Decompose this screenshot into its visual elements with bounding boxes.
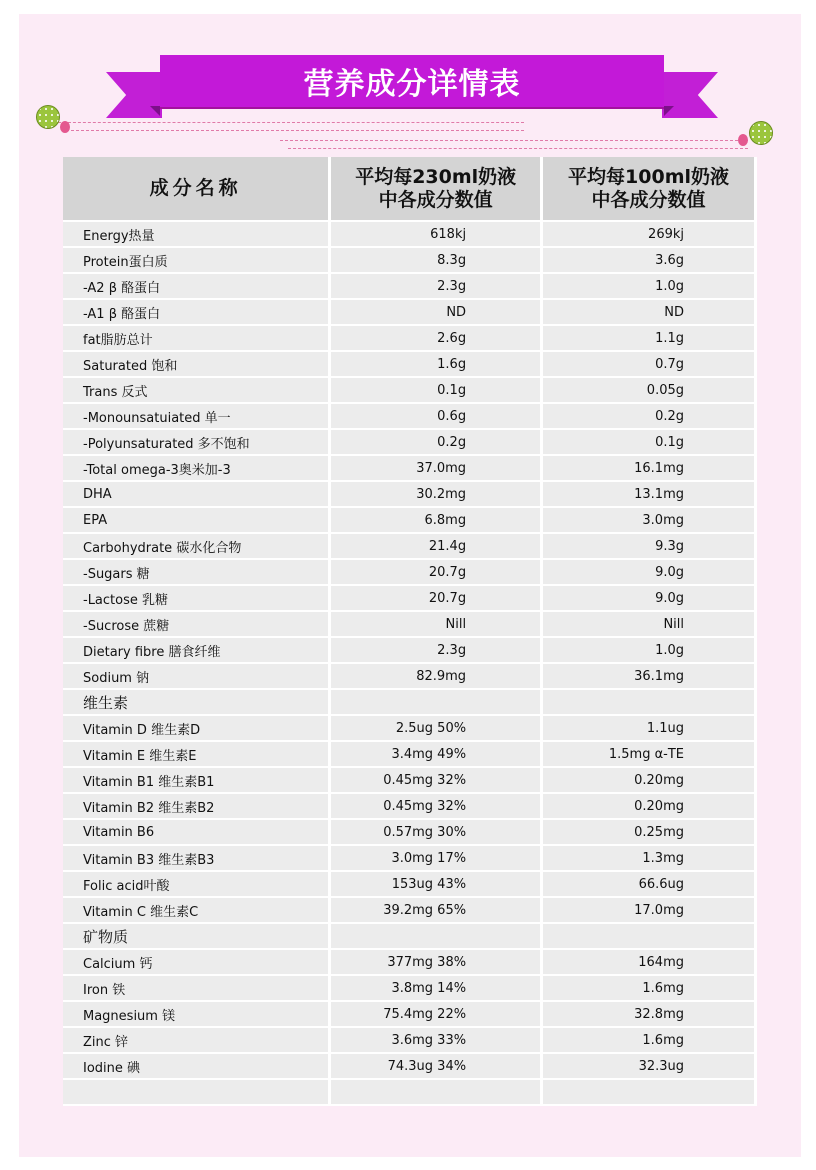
value-per-230ml xyxy=(331,1080,543,1106)
nutrient-name: Carbohydrate 碳水化合物 xyxy=(63,534,331,560)
value-per-100ml: 0.20mg xyxy=(543,794,757,820)
nutrient-name: Vitamin B1 维生素B1 xyxy=(63,768,331,794)
table-row xyxy=(63,820,757,846)
value-per-100ml: 1.3mg xyxy=(543,846,757,872)
value-per-100ml: 32.8mg xyxy=(543,1002,757,1028)
column-header-per230-line1: 平均每230ml奶液 xyxy=(355,165,517,188)
value-per-100ml xyxy=(543,690,757,716)
table-row xyxy=(63,638,757,664)
decorative-dashed-line xyxy=(66,130,524,131)
value-per-230ml: 0.45mg 32% xyxy=(331,768,543,794)
nutrient-name: Protein蛋白质 xyxy=(63,248,331,274)
nutrient-name: DHA xyxy=(63,482,331,508)
value-per-100ml: 1.0g xyxy=(543,638,757,664)
value-per-100ml: 0.2g xyxy=(543,404,757,430)
table-row xyxy=(63,872,757,898)
value-per-230ml: 3.0mg 17% xyxy=(331,846,543,872)
value-per-100ml xyxy=(543,924,757,950)
nutrient-name: Zinc 锌 xyxy=(63,1028,331,1054)
nutrient-name: Energy热量 xyxy=(63,222,331,248)
nutrient-name: Vitamin E 维生素E xyxy=(63,742,331,768)
value-per-100ml: 36.1mg xyxy=(543,664,757,690)
value-per-100ml: Nill xyxy=(543,612,757,638)
value-per-100ml: 1.1g xyxy=(543,326,757,352)
value-per-230ml: 2.6g xyxy=(331,326,543,352)
value-per-100ml: 66.6ug xyxy=(543,872,757,898)
nutrient-name: Iron 铁 xyxy=(63,976,331,1002)
value-per-230ml: 75.4mg 22% xyxy=(331,1002,543,1028)
table-row xyxy=(63,248,757,274)
value-per-230ml: 39.2mg 65% xyxy=(331,898,543,924)
value-per-100ml: 0.7g xyxy=(543,352,757,378)
nutrient-name: Folic acid叶酸 xyxy=(63,872,331,898)
value-per-100ml: 0.05g xyxy=(543,378,757,404)
nutrient-name: -Sucrose 蔗糖 xyxy=(63,612,331,638)
table-row xyxy=(63,924,757,950)
column-header-per230-line2: 中各成分数值 xyxy=(378,188,493,211)
value-per-100ml: 1.1ug xyxy=(543,716,757,742)
decorative-dashed-line xyxy=(280,140,748,141)
value-per-100ml: 32.3ug xyxy=(543,1054,757,1080)
decorative-dashed-line xyxy=(288,148,748,149)
pink-bead-icon xyxy=(738,134,748,146)
table-row xyxy=(63,352,757,378)
table-row xyxy=(63,300,757,326)
value-per-100ml: 3.0mg xyxy=(543,508,757,534)
value-per-100ml: 0.1g xyxy=(543,430,757,456)
table-row xyxy=(63,482,757,508)
value-per-100ml: 1.6mg xyxy=(543,976,757,1002)
nutrient-name xyxy=(63,1080,331,1106)
ribbon-left-fold xyxy=(150,106,160,116)
nutrient-name: -Sugars 糖 xyxy=(63,560,331,586)
value-per-100ml: 164mg xyxy=(543,950,757,976)
value-per-100ml xyxy=(543,1080,757,1106)
value-per-230ml: 8.3g xyxy=(331,248,543,274)
value-per-230ml: 82.9mg xyxy=(331,664,543,690)
value-per-230ml: 3.4mg 49% xyxy=(331,742,543,768)
decorative-dashed-line xyxy=(58,122,524,123)
table-row xyxy=(63,690,757,716)
value-per-230ml: 2.5ug 50% xyxy=(331,716,543,742)
column-header-name: 成分名称 xyxy=(63,157,331,222)
nutrient-name: Dietary fibre 膳食纤维 xyxy=(63,638,331,664)
nutrient-name: -A2 β 酪蛋白 xyxy=(63,274,331,300)
table-row xyxy=(63,716,757,742)
nutrient-name: -Total omega-3奥米加-3 xyxy=(63,456,331,482)
value-per-100ml: 0.25mg xyxy=(543,820,757,846)
column-header-per100 xyxy=(543,157,757,222)
value-per-100ml: 13.1mg xyxy=(543,482,757,508)
table-row xyxy=(63,456,757,482)
polka-dot-ball-icon xyxy=(36,105,60,129)
value-per-100ml: 269kj xyxy=(543,222,757,248)
nutrient-name: -A1 β 酪蛋白 xyxy=(63,300,331,326)
value-per-230ml: 3.8mg 14% xyxy=(331,976,543,1002)
ribbon-right-fold xyxy=(664,106,674,116)
table-row xyxy=(63,560,757,586)
polka-dot-ball-icon xyxy=(749,121,773,145)
table-row xyxy=(63,612,757,638)
value-per-230ml xyxy=(331,924,543,950)
nutrient-name: Magnesium 镁 xyxy=(63,1002,331,1028)
value-per-230ml: 21.4g xyxy=(331,534,543,560)
nutrient-name: Vitamin B6 xyxy=(63,820,331,846)
table-row xyxy=(63,534,757,560)
value-per-100ml: 9.0g xyxy=(543,586,757,612)
value-per-100ml: ND xyxy=(543,300,757,326)
value-per-100ml: 0.20mg xyxy=(543,768,757,794)
value-per-230ml: 2.3g xyxy=(331,274,543,300)
value-per-230ml: 0.1g xyxy=(331,378,543,404)
value-per-100ml: 3.6g xyxy=(543,248,757,274)
value-per-230ml: 153ug 43% xyxy=(331,872,543,898)
nutrient-name: 维生素 xyxy=(63,690,331,716)
value-per-230ml: ND xyxy=(331,300,543,326)
table-header-row xyxy=(63,157,757,222)
value-per-230ml: 1.6g xyxy=(331,352,543,378)
nutrient-name: Vitamin B3 维生素B3 xyxy=(63,846,331,872)
value-per-230ml: 3.6mg 33% xyxy=(331,1028,543,1054)
table-row xyxy=(63,1054,757,1080)
nutrient-name: -Lactose 乳糖 xyxy=(63,586,331,612)
nutrient-name: -Monounsatuiated 单一 xyxy=(63,404,331,430)
table-row xyxy=(63,976,757,1002)
nutrient-name: Vitamin D 维生素D xyxy=(63,716,331,742)
nutrient-name: Vitamin B2 维生素B2 xyxy=(63,794,331,820)
value-per-100ml: 1.5mg α-TE xyxy=(543,742,757,768)
value-per-100ml: 16.1mg xyxy=(543,456,757,482)
column-header-per100-line1: 平均每100ml奶液 xyxy=(568,165,730,188)
nutrient-name: Saturated 饱和 xyxy=(63,352,331,378)
table-row xyxy=(63,768,757,794)
table-row xyxy=(63,1028,757,1054)
nutrient-name: -Polyunsaturated 多不饱和 xyxy=(63,430,331,456)
value-per-100ml: 17.0mg xyxy=(543,898,757,924)
column-header-per100-line2: 中各成分数值 xyxy=(591,188,706,211)
value-per-230ml: 0.57mg 30% xyxy=(331,820,543,846)
value-per-230ml: 618kj xyxy=(331,222,543,248)
table-row xyxy=(63,950,757,976)
value-per-100ml: 9.3g xyxy=(543,534,757,560)
value-per-230ml: 74.3ug 34% xyxy=(331,1054,543,1080)
value-per-230ml: 377mg 38% xyxy=(331,950,543,976)
value-per-230ml: 37.0mg xyxy=(331,456,543,482)
nutrient-name: Sodium 钠 xyxy=(63,664,331,690)
value-per-230ml: 0.2g xyxy=(331,430,543,456)
value-per-100ml: 9.0g xyxy=(543,560,757,586)
nutrient-name: Iodine 碘 xyxy=(63,1054,331,1080)
pink-bead-icon xyxy=(60,121,70,133)
table-row xyxy=(63,742,757,768)
value-per-230ml xyxy=(331,690,543,716)
table-row xyxy=(63,404,757,430)
column-header-per230 xyxy=(331,157,543,222)
table-row xyxy=(63,508,757,534)
value-per-230ml: 20.7g xyxy=(331,560,543,586)
table-row xyxy=(63,664,757,690)
value-per-230ml: Nill xyxy=(331,612,543,638)
table-row xyxy=(63,326,757,352)
table-row xyxy=(63,1080,757,1106)
nutrition-table xyxy=(63,157,757,1106)
table-row xyxy=(63,794,757,820)
table-row xyxy=(63,378,757,404)
table-row xyxy=(63,586,757,612)
table-row xyxy=(63,430,757,456)
nutrient-name: EPA xyxy=(63,508,331,534)
nutrient-name: fat脂肪总计 xyxy=(63,326,331,352)
table-row xyxy=(63,222,757,248)
value-per-100ml: 1.6mg xyxy=(543,1028,757,1054)
value-per-230ml: 2.3g xyxy=(331,638,543,664)
value-per-230ml: 0.6g xyxy=(331,404,543,430)
nutrient-name: Calcium 钙 xyxy=(63,950,331,976)
table-row xyxy=(63,846,757,872)
nutrient-name: Vitamin C 维生素C xyxy=(63,898,331,924)
nutrient-name: Trans 反式 xyxy=(63,378,331,404)
value-per-100ml: 1.0g xyxy=(543,274,757,300)
table-row xyxy=(63,1002,757,1028)
value-per-230ml: 30.2mg xyxy=(331,482,543,508)
nutrient-name: 矿物质 xyxy=(63,924,331,950)
table-row xyxy=(63,898,757,924)
table-row xyxy=(63,274,757,300)
value-per-230ml: 20.7g xyxy=(331,586,543,612)
value-per-230ml: 6.8mg xyxy=(331,508,543,534)
page-title: 营养成分详情表 xyxy=(160,55,664,107)
value-per-230ml: 0.45mg 32% xyxy=(331,794,543,820)
